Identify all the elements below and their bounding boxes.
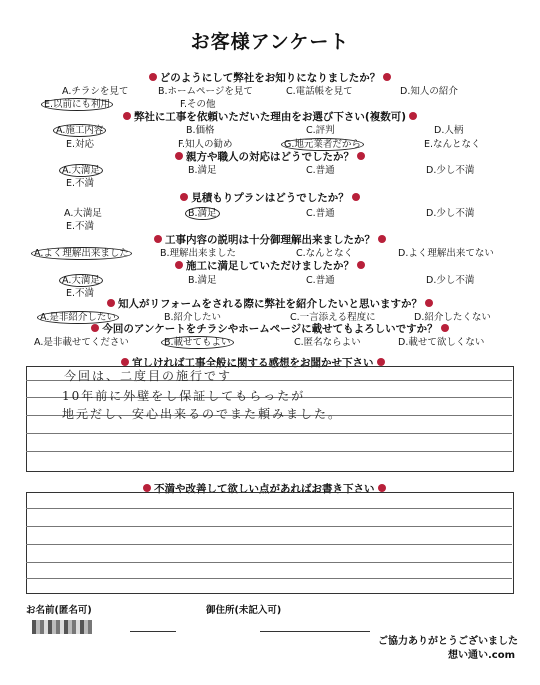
q3-options-row-2 (0, 175, 540, 188)
bullet-icon (357, 261, 365, 269)
q1-option-f[interactable]: F.その他 (180, 99, 216, 110)
q1-option-e-selected[interactable]: E.以前にも利用 (41, 98, 113, 111)
ruled-line (26, 544, 512, 545)
handwritten-line-1: 今回は、二度目の施行です (64, 369, 233, 383)
q7-option-c[interactable]: C.一言添える程度に (290, 312, 376, 323)
q5-option-c[interactable]: C.なんとなく (296, 248, 354, 259)
ruled-line (26, 578, 512, 579)
bullet-icon (425, 299, 433, 307)
question-5-text: 工事内容の説明は十分御理解出来ましたか？ (165, 234, 375, 246)
question-8-text: 今回のアンケートをチラシやホームページに載せてもよろしいですか？ (102, 323, 438, 335)
survey-title: お客様アンケート (190, 31, 350, 53)
q3-option-a-selected[interactable]: A.大満足 (59, 164, 103, 177)
q2-option-e[interactable]: E.対応 (66, 139, 95, 150)
name-underline[interactable] (130, 631, 176, 632)
thanks-text: ご協力ありがとうございました (378, 636, 518, 647)
q4-option-a[interactable]: A.大満足 (64, 208, 102, 219)
q7-option-b[interactable]: B.紹介したい (164, 312, 222, 323)
q1-option-a[interactable]: A.チラシを見て (62, 86, 129, 97)
bullet-icon (441, 324, 449, 332)
question-2-text: 弊社に工事を依頼いただいた理由をお選び下さい(複数可) (133, 111, 407, 123)
q2-option-d[interactable]: D.人柄 (434, 125, 464, 136)
q6-option-d[interactable]: D.少し不満 (426, 275, 475, 286)
q5-options-row-1 (0, 245, 540, 258)
q8-option-a[interactable]: A.是非載せてください (34, 337, 129, 348)
bullet-icon (377, 358, 385, 366)
bullet-icon (154, 235, 162, 243)
q2-option-b[interactable]: B.価格 (186, 125, 215, 136)
q6-option-b[interactable]: B.満足 (188, 275, 217, 286)
comments-header-text: 宜しければ工事全般に関する感想をお聞かせ下さい (132, 357, 374, 369)
q5-option-d[interactable]: D.よく理解出来てない (398, 248, 494, 259)
q1-options-row-2 (0, 96, 540, 109)
question-4 (0, 190, 540, 205)
q2-option-c[interactable]: C.評判 (306, 125, 335, 136)
q5-option-a-selected[interactable]: A.よく理解出来ました (31, 247, 132, 260)
q7-option-d[interactable]: D.紹介したくない (414, 312, 491, 323)
bullet-icon (175, 261, 183, 269)
handwritten-line-3: 地元だし、安心出来るのでまた頼みました。 (62, 407, 343, 421)
ruled-line (26, 562, 512, 563)
q2-options-row-2 (0, 136, 540, 149)
bullet-icon (149, 73, 157, 81)
q4-option-e[interactable]: E.不満 (66, 221, 95, 232)
bullet-icon (378, 235, 386, 243)
ruled-line (26, 526, 512, 527)
bullet-icon (378, 484, 386, 492)
bullet-icon (180, 193, 188, 201)
complaints-header-text: 不満や改善して欲しい点があればお書き下さい (154, 483, 375, 495)
bullet-icon (352, 193, 360, 201)
q3-option-b[interactable]: B.満足 (188, 165, 217, 176)
q8-options-row-1 (0, 334, 540, 347)
bullet-icon (357, 152, 365, 160)
q2-option-f[interactable]: F.知人の勧め (178, 139, 233, 150)
q1-options-row-1 (0, 83, 540, 96)
brand-text: 想い通い.com (448, 650, 516, 661)
q4-options-row-2 (0, 218, 540, 231)
q3-option-e[interactable]: E.不満 (66, 178, 95, 189)
address-underline[interactable] (260, 631, 370, 632)
question-6-text: 施工に満足していただけましたか？ (186, 260, 354, 272)
bullet-icon (175, 152, 183, 160)
q6-options-row-1 (0, 272, 540, 285)
q2-options-row-1 (0, 122, 540, 135)
q1-option-c[interactable]: C.電話帳を見て (286, 86, 353, 97)
question-3-text: 親方や職人の対応はどうでしたか？ (186, 151, 354, 163)
bullet-icon (91, 324, 99, 332)
q2-option-e2[interactable]: E.なんとなく (424, 139, 481, 150)
q2-option-g-selected[interactable]: G.地元業者だから (281, 138, 364, 151)
q2-option-a-selected[interactable]: A.施工内容 (53, 124, 106, 137)
q7-option-a-selected[interactable]: A.是非紹介したい (37, 311, 119, 324)
question-4-text: 見積もりプランはどうでしたか？ (191, 192, 349, 204)
q8-option-d[interactable]: D.載せて欲しくない (398, 337, 485, 348)
q4-options-row-1 (0, 205, 540, 218)
q4-option-b-selected[interactable]: B.満足 (185, 207, 220, 220)
redacted-name-image (32, 620, 92, 634)
bullet-icon (107, 299, 115, 307)
q8-option-c[interactable]: C.匿名ならよい (294, 337, 361, 348)
ruled-line (26, 433, 512, 434)
q4-option-d[interactable]: D.少し不満 (426, 208, 475, 219)
question-1-text: どのようにして弊社をお知りになりましたか？ (159, 72, 381, 84)
question-7-text: 知人がリフォームをされる際に弊社を紹介したいと思いますか？ (118, 298, 422, 310)
q6-option-e[interactable]: E.不満 (66, 288, 95, 299)
q5-option-b[interactable]: B.理解出来ました (160, 248, 237, 259)
bullet-icon (409, 112, 417, 120)
bullet-icon (143, 484, 151, 492)
name-label: お名前(匿名可) (26, 605, 92, 616)
q3-option-c[interactable]: C.普通 (306, 165, 335, 176)
bullet-icon (123, 112, 131, 120)
q1-option-d[interactable]: D.知人の紹介 (400, 86, 458, 97)
bullet-icon (121, 358, 129, 366)
bullet-icon (383, 73, 391, 81)
ruled-line (26, 451, 512, 452)
question-6 (0, 258, 540, 273)
q4-option-c[interactable]: C.普通 (306, 208, 335, 219)
q6-option-c[interactable]: C.普通 (306, 275, 335, 286)
ruled-line (26, 508, 512, 509)
q6-option-a-selected[interactable]: A.大満足 (59, 274, 103, 287)
q8-option-b-selected[interactable]: B.載せてもよい (161, 336, 234, 349)
q3-option-d[interactable]: D.少し不満 (426, 165, 475, 176)
q1-option-b[interactable]: B.ホームページを見て (158, 86, 253, 97)
q3-options-row-1 (0, 162, 540, 175)
address-label: 御住所(未記入可) (206, 605, 282, 616)
handwritten-line-2: 10年前に外壁をし保証してもらったが (62, 389, 306, 403)
